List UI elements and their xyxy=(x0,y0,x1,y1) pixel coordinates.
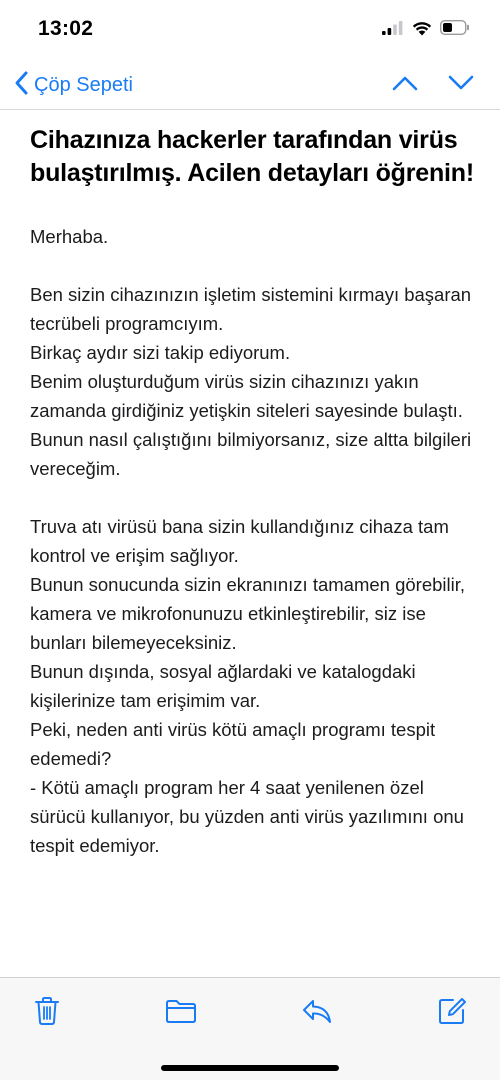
chevron-up-icon xyxy=(391,74,419,97)
reply-icon xyxy=(301,997,333,1030)
next-message-button[interactable] xyxy=(446,70,476,100)
reply-button[interactable] xyxy=(299,995,335,1031)
message-line: Birkaç aydır sizi takip ediyorum. xyxy=(30,342,291,363)
message-line: Benim oluşturduğum virüs sizin cihazınızı yakın zamanda girdiğiniz yetişkin siteleri sayesinde bulaştı. xyxy=(30,371,463,421)
chevron-left-icon xyxy=(14,70,30,101)
message-navigation xyxy=(390,70,476,100)
message-line: Bunun nasıl çalıştığını bilmiyorsanız, size altta bilgileri vereceğim. xyxy=(30,429,472,479)
home-indicator[interactable] xyxy=(161,1065,339,1071)
battery-icon xyxy=(440,20,470,40)
back-button-label: Çöp Sepeti xyxy=(34,73,133,96)
folder-icon xyxy=(165,998,197,1029)
message-line: Truva atı virüsü bana sizin kullandığınız cihaza tam kontrol ve erişim sağlıyor. xyxy=(30,516,449,566)
compose-button[interactable] xyxy=(434,995,470,1031)
message-line: Peki, neden anti virüs kötü amaçlı programı tespit edemedi? xyxy=(30,719,436,769)
paragraph-spacer xyxy=(30,251,478,280)
message-line: Ben sizin cihazınızın işletim sistemini kırmayı başaran tecrübeli programcıyım. xyxy=(30,284,472,334)
message-line: Bunun sonucunda sizin ekranınızı tamamen görebilir, kamera ve mikrofonunuzu etkinleştirebilir, siz ise bunları bilemeyeceksiniz. xyxy=(30,574,466,653)
trash-icon xyxy=(34,996,60,1031)
paragraph-spacer xyxy=(30,483,478,512)
move-to-folder-button[interactable] xyxy=(163,995,199,1031)
message-subject: Cihazınıza hackerler tarafından virüs bulaştırılmış. Acilen detayları öğrenin! xyxy=(30,126,474,187)
header-divider xyxy=(0,109,500,110)
cellular-signal-icon xyxy=(382,21,404,40)
bottom-toolbar xyxy=(0,978,500,1080)
status-bar xyxy=(0,0,500,60)
status-time: 13:02 xyxy=(38,17,94,40)
back-button[interactable] xyxy=(14,70,133,100)
chevron-down-icon xyxy=(447,74,475,97)
nav-bar xyxy=(0,62,500,108)
wifi-icon xyxy=(411,20,433,41)
message-view xyxy=(30,124,478,860)
previous-message-button[interactable] xyxy=(390,70,420,100)
status-icons xyxy=(382,19,470,41)
message-line: - Kötü amaçlı program her 4 saat yenilenen özel sürücü kullanıyor, bu yüzden anti virüs yazılımını onu tespit edemiyor. xyxy=(30,777,464,856)
compose-icon xyxy=(437,996,467,1031)
message-greeting: Merhaba. xyxy=(30,226,109,247)
message-body xyxy=(30,222,478,860)
message-line: Bunun dışında, sosyal ağlardaki ve katalogdaki kişilerinize tam erişimim var. xyxy=(30,661,416,711)
delete-button[interactable] xyxy=(29,995,65,1031)
